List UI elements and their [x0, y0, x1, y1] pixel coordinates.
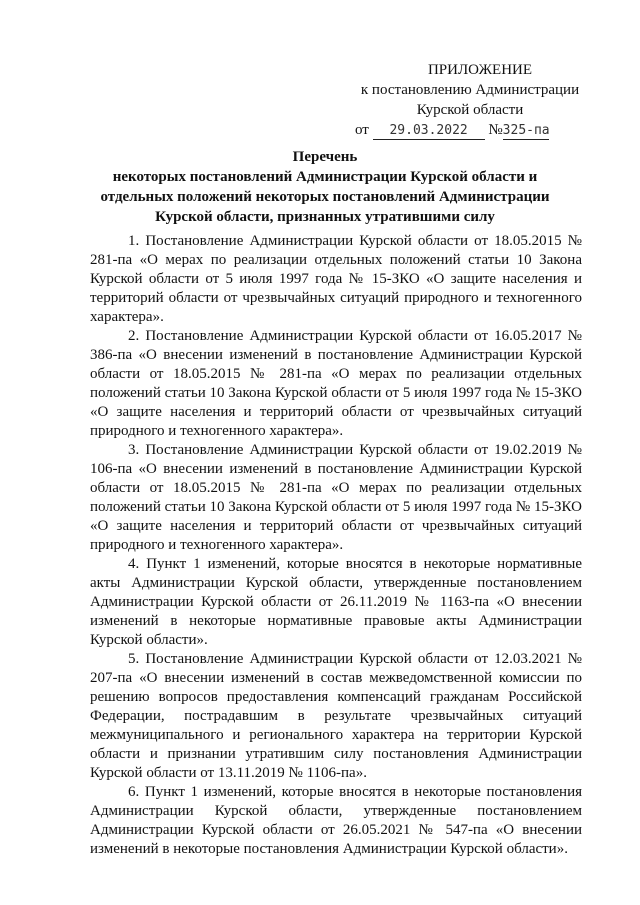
document-body: [90, 232, 582, 859]
number-field: [503, 122, 549, 140]
title-line-1: Перечень: [292, 149, 358, 165]
date-value: 29.03.2022: [389, 123, 468, 138]
title-line-4: Курской области, признанных утратившими силу: [155, 209, 495, 225]
list-item-4: 4. Пункт 1 изменений, которые вносятся в некоторые нормативные акты Администрации Курской области, утвержденные постановлением Администрации Курской области от 26.11.2019 № 1163-па «О внесении изменений в некоторые нормативные правовые акты Администрации Курской области».: [90, 556, 582, 648]
appendix-heading: ПРИЛОЖЕНИЕ: [427, 62, 533, 78]
list-item-2: 2. Постановление Администрации Курской области от 16.05.2017 № 386-па «О внесении изменений в постановление Администрации Курской области от 18.05.2015 № 281-па «О мерах по реализации отдельных положений статьи 10 Закона Курской области от 5 июля 1997 года № 15-ЗКО «О защите населения и территорий области от чрезвычайных ситуаций природного и техногенного характера».: [90, 328, 582, 439]
list-item-6: 6. Пункт 1 изменений, которые вносятся в некоторые постановления Администрации Курской области, утвержденные постановлением Администрации Курской области от 26.05.2021 № 547-па «О внесении изменений в некоторые постановления Администрации Курской области».: [90, 784, 582, 857]
document-title: [90, 147, 560, 227]
list-item-5: 5. Постановление Администрации Курской области от 12.03.2021 № 207-па «О внесении изменений в состав межведомственной комиссии по решению вопросов предоставления компенсаций гражданам Российской Федерации, пострадавшим в результате чрезвычайных ситуаций межмуниципального и регионального характера на территории Курской области и признании утратившим силу постановления Администрации Курской области от 13.11.2019 № 1106-па».: [90, 651, 582, 781]
title-line-2: некоторых постановлений Администрации Курской области и: [112, 169, 538, 185]
list-item-3: 3. Постановление Администрации Курской области от 19.02.2019 № 106-па «О внесении изменений в постановление Администрации Курской области от 18.05.2015 № 281-па «О мерах по реализации отдельных положений статьи 10 Закона Курской области от 5 июля 1997 года № 15-ЗКО «О защите населения и территорий области от чрезвычайных ситуаций природного и техногенного характера».: [90, 442, 582, 553]
appendix-region-line: Курской области: [416, 102, 524, 118]
list-item-1: 1. Постановление Администрации Курской области от 18.05.2015 № 281-па «О мерах по реализации отдельных положений статьи 10 Закона Курской области от 5 июля 1997 года № 15-ЗКО «О защите населения и территорий области от чрезвычайных ситуаций природного и техногенного характера».: [90, 233, 582, 325]
from-label: от: [355, 122, 369, 138]
appendix-date-number-line: [355, 120, 585, 140]
number-label: №: [488, 122, 503, 138]
date-field: [373, 122, 485, 140]
number-value: 325-па: [502, 123, 550, 138]
appendix-resolution-line: к постановлению Администрации: [360, 82, 580, 98]
appendix-block: [355, 60, 585, 140]
title-line-3: отдельных положений некоторых постановлений Администрации: [100, 189, 550, 205]
